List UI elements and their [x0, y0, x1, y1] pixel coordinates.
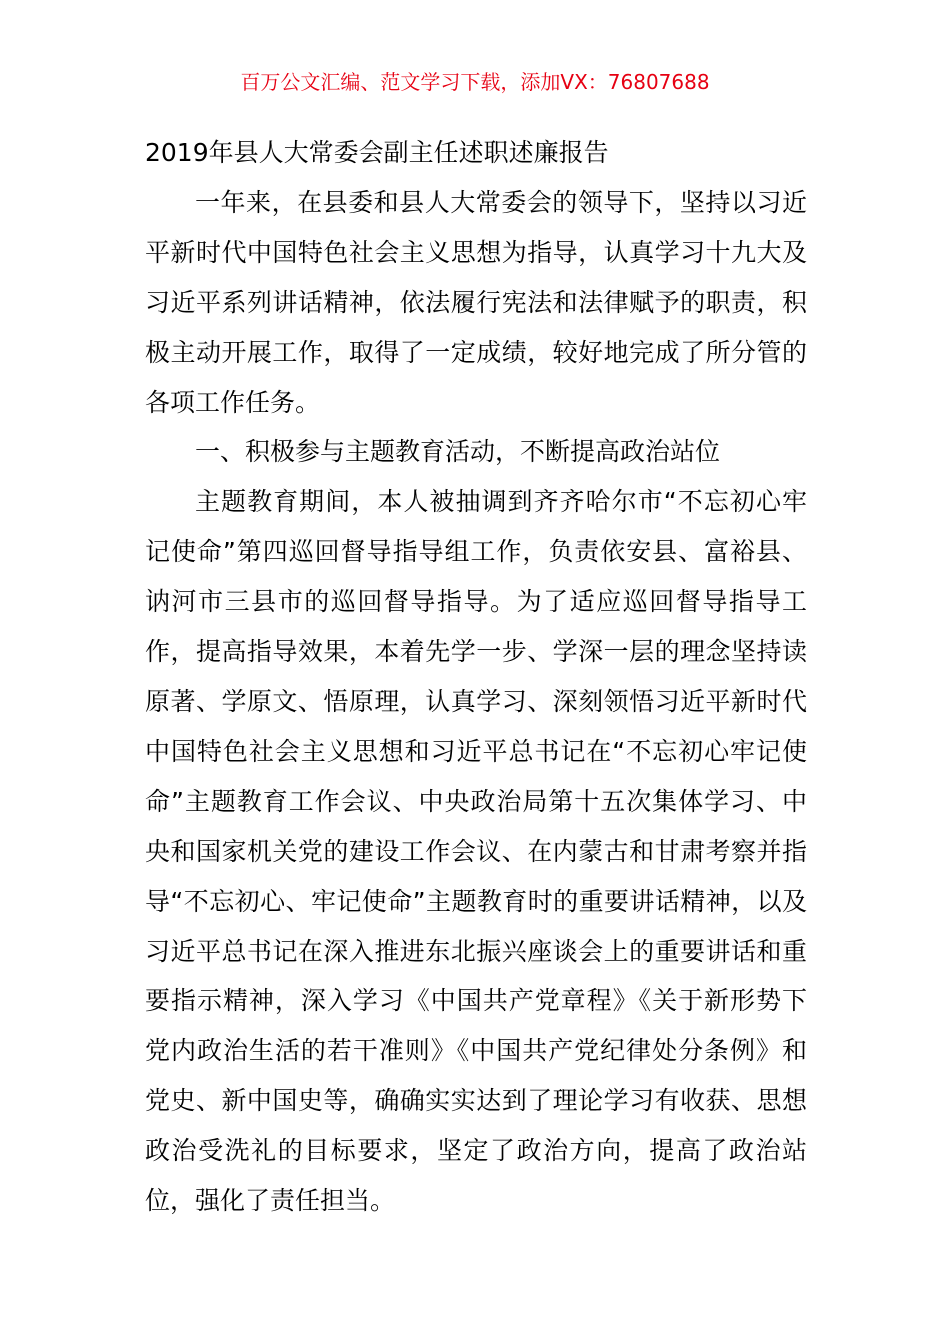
document-body [145, 128, 807, 1226]
header-banner: 百万公文汇编、范文学习下载，添加VX：76807688 [240, 70, 710, 94]
section-heading: 一、积极参与主题教育活动，不断提高政治站位 [195, 437, 721, 467]
intro-paragraph: 一年来，在县委和县人大常委会的领导下，坚持以习近平新时代中国特色社会主义思想为指导，认真学习十九大及习近平系列讲话精神，依法履行宪法和法律赋予的职责，积极主动开展工作，取得了一定成绩，较好地完成了所分管的各项工作任务。 [145, 187, 807, 417]
section-paragraph: 主题教育期间，本人被抽调到齐齐哈尔市“不忘初心牢记使命”第四巡回督导指导组工作，负责依安县、富裕县、讷河市三县市的巡回督导指导。为了适应巡回督导指导工作，提高指导效果，本着先学一步、学深一层的理念坚持读原著、学原文、悟原理，认真学习、深刻领悟习近平新时代中国特色社会主义思想和习近平总书记在“不忘初心牢记使命”主题教育工作会议、中央政治局第十五次集体学习、中央和国家机关党的建设工作会议、在内蒙古和甘肃考察并指导“不忘初心、牢记使命”主题教育时的重要讲话精神，以及习近平总书记在深入推进东北振兴座谈会上的重要讲话和重要指示精神，深入学习《中国共产党章程》《关于新形势下党内政治生活的若干准则》《中国共产党纪律处分条例》和党史、新中国史等，确确实实达到了理论学习有收获、思想政治受洗礼的目标要求，坚定了政治方向，提高了政治站位，强化了责任担当。 [145, 487, 807, 1216]
document-title: 2019年县人大常委会副主任述职述廉报告 [145, 138, 609, 167]
